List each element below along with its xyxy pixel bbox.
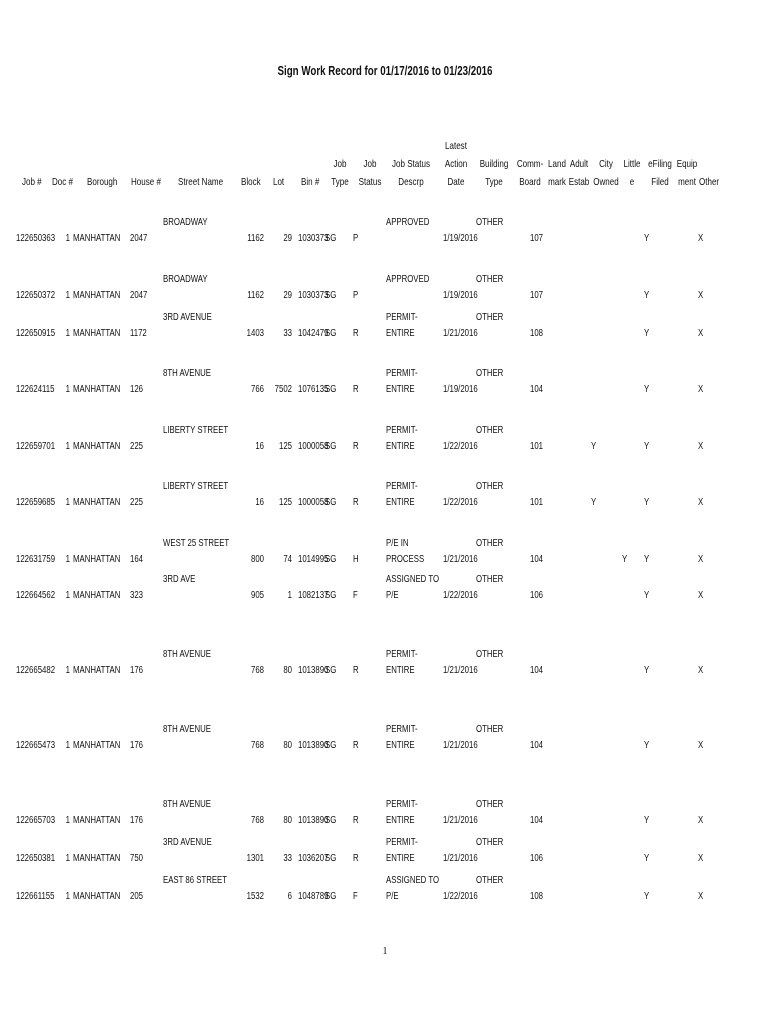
adult-estab-flag: Y <box>591 497 597 508</box>
header-comm-board: Comm- <box>516 159 544 170</box>
community-board: 106 <box>530 590 544 601</box>
job-type: SG <box>325 554 337 565</box>
job-status: R <box>353 384 359 395</box>
header-landmark: Land <box>548 159 566 170</box>
block: 768 <box>250 665 264 676</box>
doc-number: 1 <box>65 853 70 864</box>
job-status-descr: ENTIRE <box>386 665 415 676</box>
other-flag: X <box>698 233 704 244</box>
job-number: 122659685 <box>16 497 56 508</box>
borough: MANHATTAN <box>73 290 121 301</box>
other-flag: X <box>698 384 704 395</box>
header-efiling: eFiling <box>648 159 672 170</box>
job-status: R <box>353 665 359 676</box>
building-type: OTHER <box>476 649 504 660</box>
house-number: 176 <box>130 815 144 826</box>
efiling-flag: Y <box>644 554 650 565</box>
borough: MANHATTAN <box>73 891 121 902</box>
doc-number: 1 <box>65 554 70 565</box>
efiling-flag: Y <box>644 815 650 826</box>
bin-number: 1000058 <box>298 441 329 452</box>
block: 1532 <box>246 891 264 902</box>
house-number: 205 <box>130 891 144 902</box>
job-status-descr: ENTIRE <box>386 497 415 508</box>
action-date: 1/21/2016 <box>443 815 478 826</box>
job-status: R <box>353 853 359 864</box>
house-number: 164 <box>130 554 144 565</box>
header-other: Other <box>699 177 720 188</box>
job-status: R <box>353 497 359 508</box>
building-type: OTHER <box>476 837 504 848</box>
job-status-descr: ENTIRE <box>386 384 415 395</box>
job-status-descr: ENTIRE <box>386 740 415 751</box>
borough: MANHATTAN <box>73 233 121 244</box>
efiling-flag: Y <box>644 853 650 864</box>
lot: 80 <box>283 740 292 751</box>
other-flag: X <box>698 441 704 452</box>
job-status-descr: ENTIRE <box>386 441 415 452</box>
lot: 80 <box>283 815 292 826</box>
job-status-descr: PROCESS <box>386 554 425 565</box>
job-status-descr: PERMIT- <box>386 425 418 436</box>
job-status-descr: ENTIRE <box>386 328 415 339</box>
action-date: 1/22/2016 <box>443 590 478 601</box>
bin-number: 1042479 <box>298 328 329 339</box>
job-type: SG <box>325 815 337 826</box>
job-status: R <box>353 740 359 751</box>
header-city-owned: City <box>599 159 613 170</box>
job-status-descr: P/E IN <box>386 538 409 549</box>
report-title: Sign Work Record for 01/17/2016 to 01/23/2016 <box>277 64 493 78</box>
action-date: 1/21/2016 <box>443 853 478 864</box>
building-type: OTHER <box>476 574 504 585</box>
block: 1301 <box>246 853 264 864</box>
job-status-descr: PERMIT- <box>386 799 418 810</box>
header-street: Street Name <box>178 177 224 188</box>
lot: 33 <box>283 853 292 864</box>
building-type: OTHER <box>476 312 504 323</box>
job-type: SG <box>325 384 337 395</box>
header-block: Block <box>241 177 261 188</box>
doc-number: 1 <box>65 328 70 339</box>
header-equipment: ment <box>678 177 696 188</box>
borough: MANHATTAN <box>73 328 121 339</box>
doc-number: 1 <box>65 441 70 452</box>
job-status-descr: P/E <box>386 891 399 902</box>
efiling-flag: Y <box>644 665 650 676</box>
street-name: 3RD AVE <box>163 574 196 585</box>
header-status-descr: Descrp <box>398 177 424 188</box>
doc-number: 1 <box>65 891 70 902</box>
job-status-descr: PERMIT- <box>386 481 418 492</box>
other-flag: X <box>698 554 704 565</box>
borough: MANHATTAN <box>73 740 121 751</box>
action-date: 1/19/2016 <box>443 290 478 301</box>
page-number: 1 <box>382 946 388 957</box>
lot: 1 <box>287 590 292 601</box>
header-job: Job # <box>22 177 42 188</box>
job-type: SG <box>325 441 337 452</box>
efiling-flag: Y <box>644 233 650 244</box>
house-number: 2047 <box>130 233 148 244</box>
lot: 125 <box>278 441 292 452</box>
job-number: 122665703 <box>16 815 56 826</box>
header-building-type: Type <box>485 177 503 188</box>
other-flag: X <box>698 590 704 601</box>
house-number: 176 <box>130 665 144 676</box>
action-date: 1/19/2016 <box>443 384 478 395</box>
job-status: R <box>353 328 359 339</box>
bin-number: 1014995 <box>298 554 329 565</box>
other-flag: X <box>698 853 704 864</box>
doc-number: 1 <box>65 815 70 826</box>
house-number: 323 <box>130 590 144 601</box>
header-landmark: mark <box>548 177 566 188</box>
other-flag: X <box>698 740 704 751</box>
lot: 29 <box>283 290 292 301</box>
header-job-type: Type <box>331 177 349 188</box>
efiling-flag: Y <box>644 497 650 508</box>
building-type: OTHER <box>476 799 504 810</box>
block: 1403 <box>246 328 264 339</box>
efiling-flag: Y <box>644 384 650 395</box>
job-type: SG <box>325 891 337 902</box>
job-status: F <box>353 590 358 601</box>
header-doc: Doc # <box>52 177 73 188</box>
job-status-descr: ASSIGNED TO <box>386 574 440 585</box>
action-date: 1/22/2016 <box>443 891 478 902</box>
header-borough: Borough <box>87 177 118 188</box>
job-status-descr: P/E <box>386 590 399 601</box>
building-type: OTHER <box>476 724 504 735</box>
community-board: 106 <box>530 853 544 864</box>
block: 16 <box>255 441 264 452</box>
lot: 29 <box>283 233 292 244</box>
building-type: OTHER <box>476 274 504 285</box>
block: 768 <box>250 740 264 751</box>
efiling-flag: Y <box>644 328 650 339</box>
other-flag: X <box>698 328 704 339</box>
house-number: 750 <box>130 853 144 864</box>
header-status-descr: Job Status <box>392 159 430 170</box>
bin-number: 1030373 <box>298 290 329 301</box>
job-status-descr: ASSIGNED TO <box>386 875 440 886</box>
header-building-type: Building <box>479 159 509 170</box>
street-name: 8TH AVENUE <box>163 368 211 379</box>
lot: 6 <box>287 891 292 902</box>
bin-number: 1013890 <box>298 740 329 751</box>
efiling-flag: Y <box>644 441 650 452</box>
job-type: SG <box>325 290 337 301</box>
street-name: EAST 86 STREET <box>163 875 228 886</box>
community-board: 108 <box>530 328 544 339</box>
job-number: 122661155 <box>16 891 55 902</box>
job-type: SG <box>325 233 337 244</box>
other-flag: X <box>698 665 704 676</box>
house-number: 126 <box>130 384 144 395</box>
header-little-e: e <box>629 177 635 188</box>
header-city-owned: Owned <box>593 177 619 188</box>
borough: MANHATTAN <box>73 815 121 826</box>
header-action-date: Action <box>444 159 468 170</box>
street-name: 8TH AVENUE <box>163 724 211 735</box>
bin-number: 1048789 <box>298 891 329 902</box>
borough: MANHATTAN <box>73 590 121 601</box>
street-name: 3RD AVENUE <box>163 312 212 323</box>
building-type: OTHER <box>476 481 504 492</box>
header-bin: Bin # <box>301 177 320 188</box>
job-type: SG <box>325 328 337 339</box>
job-number: 122659701 <box>16 441 56 452</box>
bin-number: 1013890 <box>298 665 329 676</box>
header-lot: Lot <box>273 177 285 188</box>
lot: 7502 <box>274 384 292 395</box>
action-date: 1/21/2016 <box>443 328 478 339</box>
bin-number: 1030373 <box>298 233 329 244</box>
bin-number: 1036207 <box>298 853 329 864</box>
job-status-descr: PERMIT- <box>386 312 418 323</box>
job-type: SG <box>325 497 337 508</box>
job-number: 122650363 <box>16 233 56 244</box>
job-number: 122664562 <box>16 590 56 601</box>
action-date: 1/21/2016 <box>443 554 478 565</box>
other-flag: X <box>698 290 704 301</box>
header-job-status: Status <box>358 177 382 188</box>
job-number: 122624115 <box>16 384 55 395</box>
bin-number: 1082137 <box>298 590 329 601</box>
doc-number: 1 <box>65 740 70 751</box>
city-owned-flag: Y <box>622 554 628 565</box>
community-board: 104 <box>530 815 544 826</box>
header-little-e: Little <box>623 159 641 170</box>
house-number: 225 <box>130 497 144 508</box>
other-flag: X <box>698 497 704 508</box>
street-name: LIBERTY STREET <box>163 425 229 436</box>
lot: 80 <box>283 665 292 676</box>
bin-number: 1076135 <box>298 384 329 395</box>
header-equipment: Equip <box>676 159 698 170</box>
community-board: 108 <box>530 891 544 902</box>
house-number: 1172 <box>130 328 147 339</box>
doc-number: 1 <box>65 497 70 508</box>
job-number: 122650915 <box>16 328 56 339</box>
borough: MANHATTAN <box>73 665 121 676</box>
borough: MANHATTAN <box>73 853 121 864</box>
block: 800 <box>250 554 264 565</box>
action-date: 1/21/2016 <box>443 740 478 751</box>
job-status: R <box>353 815 359 826</box>
building-type: OTHER <box>476 217 504 228</box>
borough: MANHATTAN <box>73 554 121 565</box>
street-name: BROADWAY <box>163 217 208 228</box>
job-status-descr: PERMIT- <box>386 368 418 379</box>
job-status: H <box>353 554 359 565</box>
job-type: SG <box>325 853 337 864</box>
job-number: 122650372 <box>16 290 56 301</box>
job-number: 122631759 <box>16 554 56 565</box>
community-board: 107 <box>530 290 544 301</box>
building-type: OTHER <box>476 368 504 379</box>
job-status-descr: APPROVED <box>386 217 430 228</box>
street-name: LIBERTY STREET <box>163 481 229 492</box>
job-type: SG <box>325 665 337 676</box>
block: 905 <box>250 590 264 601</box>
job-type: SG <box>325 740 337 751</box>
header-job-type: Job <box>333 159 347 170</box>
efiling-flag: Y <box>644 740 650 751</box>
action-date: 1/19/2016 <box>443 233 478 244</box>
community-board: 104 <box>530 665 544 676</box>
street-name: WEST 25 STREET <box>163 538 230 549</box>
header-adult-estab: Estab <box>568 177 590 188</box>
efiling-flag: Y <box>644 590 650 601</box>
job-status-descr: ENTIRE <box>386 815 415 826</box>
job-number: 122665482 <box>16 665 56 676</box>
bin-number: 1000058 <box>298 497 329 508</box>
community-board: 101 <box>530 441 544 452</box>
street-name: 3RD AVENUE <box>163 837 212 848</box>
street-name: BROADWAY <box>163 274 208 285</box>
building-type: OTHER <box>476 425 504 436</box>
efiling-flag: Y <box>644 290 650 301</box>
job-status-descr: ENTIRE <box>386 853 415 864</box>
header-house: House # <box>131 177 161 188</box>
community-board: 101 <box>530 497 544 508</box>
community-board: 104 <box>530 384 544 395</box>
header-efiling: Filed <box>651 177 669 188</box>
house-number: 2047 <box>130 290 148 301</box>
block: 16 <box>255 497 264 508</box>
job-status: P <box>353 290 359 301</box>
house-number: 176 <box>130 740 144 751</box>
bin-number: 1013890 <box>298 815 329 826</box>
borough: MANHATTAN <box>73 441 121 452</box>
block: 766 <box>250 384 264 395</box>
job-status: P <box>353 233 359 244</box>
community-board: 107 <box>530 233 544 244</box>
borough: MANHATTAN <box>73 497 121 508</box>
job-status-descr: PERMIT- <box>386 837 418 848</box>
doc-number: 1 <box>65 590 70 601</box>
header-action-date: Date <box>447 177 465 188</box>
header-comm-board: Board <box>519 177 541 188</box>
community-board: 104 <box>530 554 544 565</box>
action-date: 1/22/2016 <box>443 497 478 508</box>
lot: 74 <box>283 554 292 565</box>
other-flag: X <box>698 815 704 826</box>
header-adult-estab: Adult <box>569 159 589 170</box>
doc-number: 1 <box>65 665 70 676</box>
efiling-flag: Y <box>644 891 650 902</box>
community-board: 104 <box>530 740 544 751</box>
job-status-descr: APPROVED <box>386 274 430 285</box>
doc-number: 1 <box>65 290 70 301</box>
street-name: 8TH AVENUE <box>163 649 211 660</box>
doc-number: 1 <box>65 384 70 395</box>
action-date: 1/21/2016 <box>443 665 478 676</box>
job-status: R <box>353 441 359 452</box>
job-type: SG <box>325 590 337 601</box>
building-type: OTHER <box>476 875 504 886</box>
header-action-date: Latest <box>445 141 467 152</box>
borough: MANHATTAN <box>73 384 121 395</box>
building-type: OTHER <box>476 538 504 549</box>
job-number: 122665473 <box>16 740 56 751</box>
street-name: 8TH AVENUE <box>163 799 211 810</box>
block: 768 <box>250 815 264 826</box>
header-job-status: Job <box>363 159 377 170</box>
lot: 125 <box>278 497 292 508</box>
other-flag: X <box>698 891 704 902</box>
house-number: 225 <box>130 441 144 452</box>
job-status-descr: PERMIT- <box>386 649 418 660</box>
adult-estab-flag: Y <box>591 441 597 452</box>
block: 1162 <box>247 233 264 244</box>
lot: 33 <box>283 328 292 339</box>
job-status-descr: PERMIT- <box>386 724 418 735</box>
block: 1162 <box>247 290 264 301</box>
doc-number: 1 <box>65 233 70 244</box>
action-date: 1/22/2016 <box>443 441 478 452</box>
job-number: 122650381 <box>16 853 56 864</box>
job-status: F <box>353 891 358 902</box>
